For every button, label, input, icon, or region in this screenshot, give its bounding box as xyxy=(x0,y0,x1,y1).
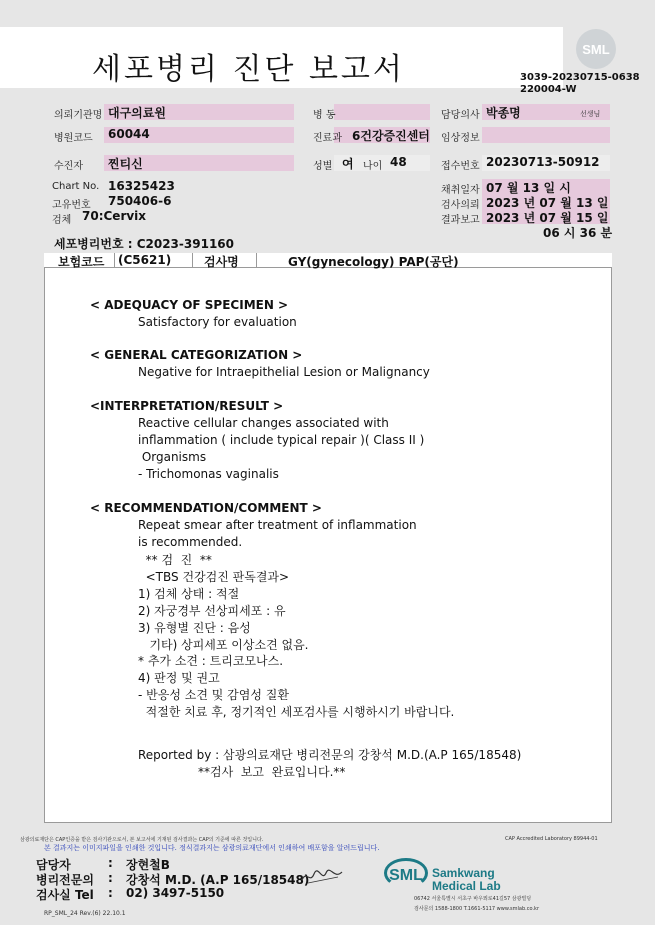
result-date-label: 결과보고 xyxy=(441,215,480,226)
print-notice: 본 결과지는 이미지파일을 인쇄한 것입니다. 정식결과지는 삼광의료재단에서 인쇄하여 배포함을 알려드립니다. xyxy=(44,844,380,852)
test-name-value: GY(gynecology) PAP(공단) xyxy=(288,255,459,269)
institution-value: 대구의료원 xyxy=(108,106,166,120)
staff-label: 담당자 xyxy=(36,858,71,872)
report-line: 적절한 치료 후, 정기적인 세포검사를 시행하시기 바랍니다. xyxy=(138,705,455,719)
report-line: 1) 검체 상태 : 적절 xyxy=(138,587,240,601)
form-code: RP_SML_24 Rev.(6) 22.10.1 xyxy=(44,910,126,917)
lab-name-line2: Medical Lab xyxy=(432,879,501,893)
document-number: 3039-20230715-0638 xyxy=(520,72,640,83)
clinical-info-field-bg xyxy=(482,127,610,143)
specimen-value: 70:Cervix xyxy=(82,209,147,223)
report-line: 2) 자궁경부 선상피세포 : 유 xyxy=(138,604,286,618)
hospital-code-label: 병원코드 xyxy=(54,133,93,144)
pathology-number: 세포병리번호 : C2023-391160 xyxy=(54,237,234,251)
test-name-label: 검사명 xyxy=(204,255,239,269)
cap-accredited: CAP Accredited Laboratory 89944-01 xyxy=(505,836,598,842)
sex-label: 성별 xyxy=(313,161,333,172)
report-line: inflammation ( include typical repair )( Class II ) xyxy=(138,433,425,447)
section-heading: < RECOMMENDATION/COMMENT > xyxy=(90,501,322,515)
tel-label: 검사실 Tel xyxy=(36,888,94,902)
insurance-row xyxy=(44,253,612,268)
pathologist-value: 강창석 M.D. (A.P 165/18548) xyxy=(126,873,310,887)
lab-name-line1: Samkwang xyxy=(432,866,495,880)
insurance-label: 보험코드 xyxy=(58,255,105,269)
document-number-suffix: 220004-W xyxy=(520,84,577,95)
collect-date-label: 채취일자 xyxy=(441,185,480,196)
section-heading: < GENERAL CATEGORIZATION > xyxy=(90,348,303,362)
insurance-divider xyxy=(256,253,257,268)
tel-value: 02) 3497-5150 xyxy=(126,886,225,900)
sex-value: 여 xyxy=(342,157,354,171)
colon: : xyxy=(108,886,113,900)
report-line: - 반응성 소견 및 감염성 질환 xyxy=(138,688,289,702)
report-title: 세포병리 진단 보고서 xyxy=(92,52,405,87)
recipient-label: 수진자 xyxy=(54,161,83,172)
clinical-info-label: 임상정보 xyxy=(441,133,480,144)
dept-value: 6건강증진센터 xyxy=(352,129,430,143)
result-time-value: 06 시 36 분 xyxy=(543,226,613,240)
report-complete: **검사 보고 완료입니다.** xyxy=(198,765,346,779)
report-line: - Trichomonas vaginalis xyxy=(138,467,279,481)
doctor-label: 담당의사 xyxy=(441,110,480,121)
chart-label: Chart No. xyxy=(52,181,100,192)
section-heading: <INTERPRETATION/RESULT > xyxy=(90,399,284,413)
receipt-label: 접수번호 xyxy=(441,161,480,172)
doctor-suffix: 선생님 xyxy=(580,110,601,118)
report-body xyxy=(44,253,612,823)
signature-image xyxy=(300,868,344,886)
colon: : xyxy=(108,871,113,885)
ward-label: 병 동 xyxy=(313,110,336,121)
samkwang-logo-icon: SML xyxy=(384,858,428,888)
insurance-divider xyxy=(192,253,193,268)
request-date-value: 2023 년 07 월 13 일 xyxy=(486,196,609,210)
staff-value: 장현철B xyxy=(126,858,170,872)
age-label: 나이 xyxy=(363,161,383,172)
request-date-label: 검사의뢰 xyxy=(441,200,480,211)
cap-notice: 삼광의료재단은 CAP인증을 받은 검사기관으로서, 본 보고서에 기재된 검사결과는 CAP의 기준에 따른 것입니다. xyxy=(20,837,264,843)
reported-by: Reported by : 삼광의료재단 병리전문의 강창석 M.D.(A.P 165/18548) xyxy=(138,748,522,762)
report-line: <TBS 건강검진 판독결과> xyxy=(138,570,290,584)
report-line: is recommended. xyxy=(138,535,243,549)
insurance-divider xyxy=(114,253,115,268)
report-line: 3) 유형별 진단 : 음성 xyxy=(138,621,251,635)
chart-value: 16325423 xyxy=(108,179,175,193)
report-line: Reactive cellular changes associated with xyxy=(138,416,389,430)
ward-field-bg xyxy=(334,104,430,120)
report-line: 기타) 상피세포 이상소견 없음. xyxy=(138,638,309,652)
result-date-value: 2023 년 07 월 15 일 xyxy=(486,211,609,225)
report-line: 4) 판정 및 권고 xyxy=(138,671,220,685)
report-line: Satisfactory for evaluation xyxy=(138,315,297,329)
lab-address: 06742 서울특별시 서초구 바우뫼로41길57 삼광빌딩 xyxy=(414,896,532,902)
unique-no-value: 750406-6 xyxy=(108,194,172,208)
recipient-value: 찐티신 xyxy=(108,157,143,171)
sml-logo: SML xyxy=(576,29,616,69)
report-line: Negative for Intraepithelial Lesion or Malignancy xyxy=(138,365,430,379)
hospital-code-value: 60044 xyxy=(108,127,150,141)
section-heading: < ADEQUACY OF SPECIMEN > xyxy=(90,298,289,312)
dept-label: 진료과 xyxy=(313,133,342,144)
doctor-value: 박종명 xyxy=(486,106,521,120)
unique-no-label: 고유번호 xyxy=(52,200,91,211)
institution-label: 의뢰기관명 xyxy=(54,110,103,121)
report-line: Organisms xyxy=(138,450,207,464)
specimen-label: 검체 xyxy=(52,215,72,226)
report-line: ** 검 진 ** xyxy=(138,553,212,567)
age-value: 48 xyxy=(390,155,407,169)
receipt-value: 20230713-50912 xyxy=(486,155,600,169)
insurance-code: (C5621) xyxy=(118,253,172,267)
pathologist-label: 병리전문의 xyxy=(36,873,94,887)
colon: : xyxy=(108,856,113,870)
lab-contact: 검사문의 1588-1800 T.1661-5117 www.smlab.co.kr xyxy=(414,906,539,912)
report-line: * 추가 소견 : 트리코모나스. xyxy=(138,654,284,668)
collect-date-value: 07 월 13 일 시 xyxy=(486,181,571,195)
report-line: Repeat smear after treatment of inflammation xyxy=(138,518,417,532)
